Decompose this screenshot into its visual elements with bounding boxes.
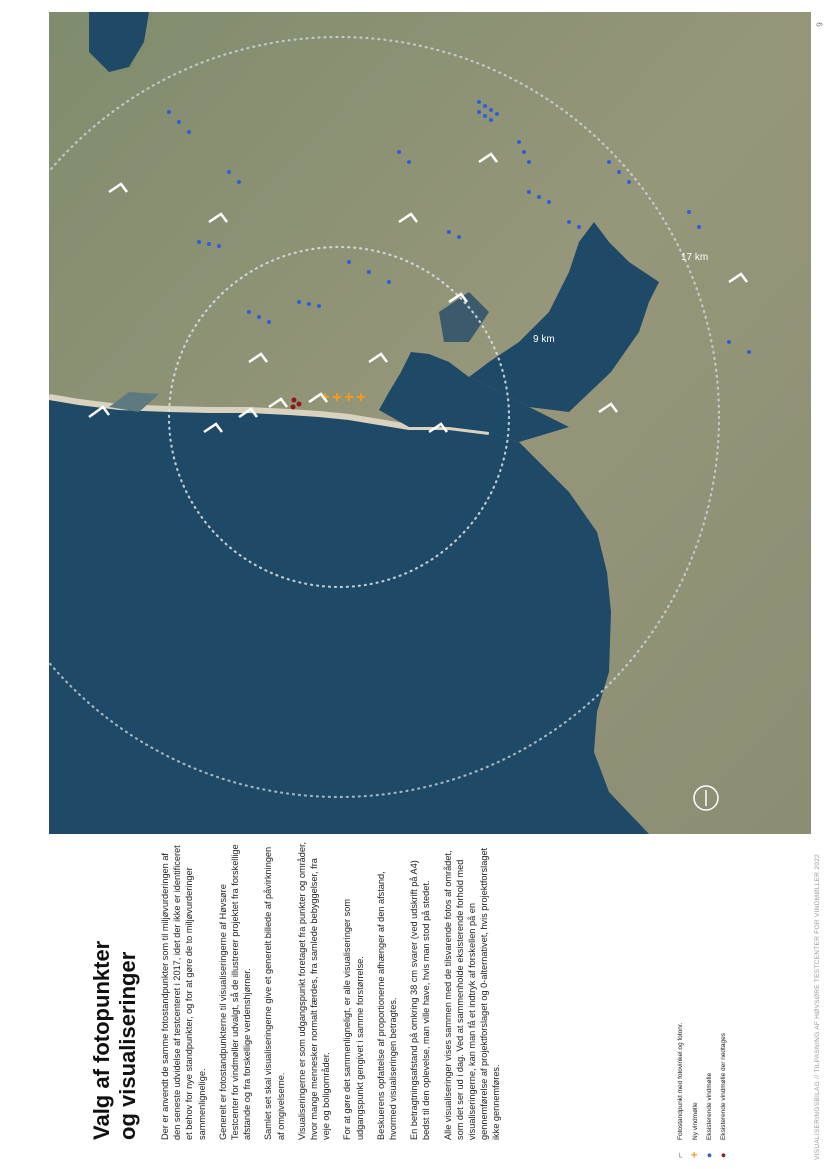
paragraph: Beskuerens opfattelse af proportionerne afhænger af den afstand, hvormed visualiseringen betragtes. xyxy=(375,871,399,1140)
paragraph: Der er anvendt de samme fotostandpunkter som til miljøvurderingen af den seneste udvidelse af testcenteret i 2017, idet der ikke er identificeret et behov for nye standpunkter, og for at gøre de to miljøvurderinger sammenlignelige. xyxy=(160,845,207,1140)
map-svg xyxy=(49,12,811,834)
paragraph: Visualiseringerne er som udgangspunkt foretaget fra punkter og områder, hvor mange mennesker normalt færdes, fra samlede bebyggelser, fra veje og boligområder. xyxy=(296,841,332,1140)
paragraph: Alle visualiseringer vises sammen med de tilsvarende fotos af området, som det ser ud i dag. Ved at sammenholde eksisterende forhold med visualiseringerne, kan man få et indtryk af forskellen på en gennemførelse af projektforslaget og 0-alternativet, hvis projektforslaget ikke gennemføres. xyxy=(442,847,502,1140)
legend-label: Ny vindmølle xyxy=(691,1102,699,1140)
footer: VISUALISERINGSBILAG // TILPASNING AF HØVSØRE TESTCENTER FOR VINDMØLLER 2022 xyxy=(814,853,821,1160)
title-line-1: Valg af fotopunkter xyxy=(89,940,114,1140)
title-line-2: og visualiseringer xyxy=(115,951,140,1140)
aerial-map xyxy=(49,12,811,834)
removed-turbine-icon: ● xyxy=(718,1152,728,1158)
legend xyxy=(672,998,730,1158)
legend-item xyxy=(702,998,716,1158)
new-turbine-icon: + xyxy=(689,1151,701,1158)
page-title xyxy=(89,941,141,1140)
paragraph: Samlet set skal visualiseringerne give et generelt billede af påvirkningen af omgivelserne. xyxy=(263,846,286,1140)
existing-turbine-icon: ● xyxy=(704,1152,714,1158)
paragraph: En betragtningsafstand på omkring 38 cm svarer (ved udskrift på A4) bedst til den oplevelse, man ville have, hvis man stod på stedet. xyxy=(409,860,432,1140)
legend-label: Fotostandpunkt med fotovinkel og fotonr. xyxy=(676,1022,684,1140)
legend-label: Eksisterende vindmølle xyxy=(705,1072,713,1140)
legend-item xyxy=(672,998,688,1158)
paragraph: Generelt er fotostandpunkterne til visualiseringerne af Høvsøre Testcenter for vindmøller udvalgt, så de illustrerer projektet fra forskellige afstande og fra forskellige verdenshjørner. xyxy=(217,844,253,1140)
legend-label: Eksisterende vindmølle der nedtages xyxy=(719,1033,727,1140)
legend-item xyxy=(688,998,702,1158)
paragraph: For at gøre det sammenligneligt, er alle visualiseringer som udgangspunkt gengivet i samme forstørrelse. xyxy=(342,898,365,1140)
legend-item xyxy=(716,998,730,1158)
viewpoint-icon: ⌐ xyxy=(674,1152,686,1158)
distance-label-9km: 9 km xyxy=(533,334,555,345)
distance-label-17km: 17 km xyxy=(681,252,709,263)
page-number: 6 xyxy=(814,22,824,27)
body-text xyxy=(159,840,512,1140)
